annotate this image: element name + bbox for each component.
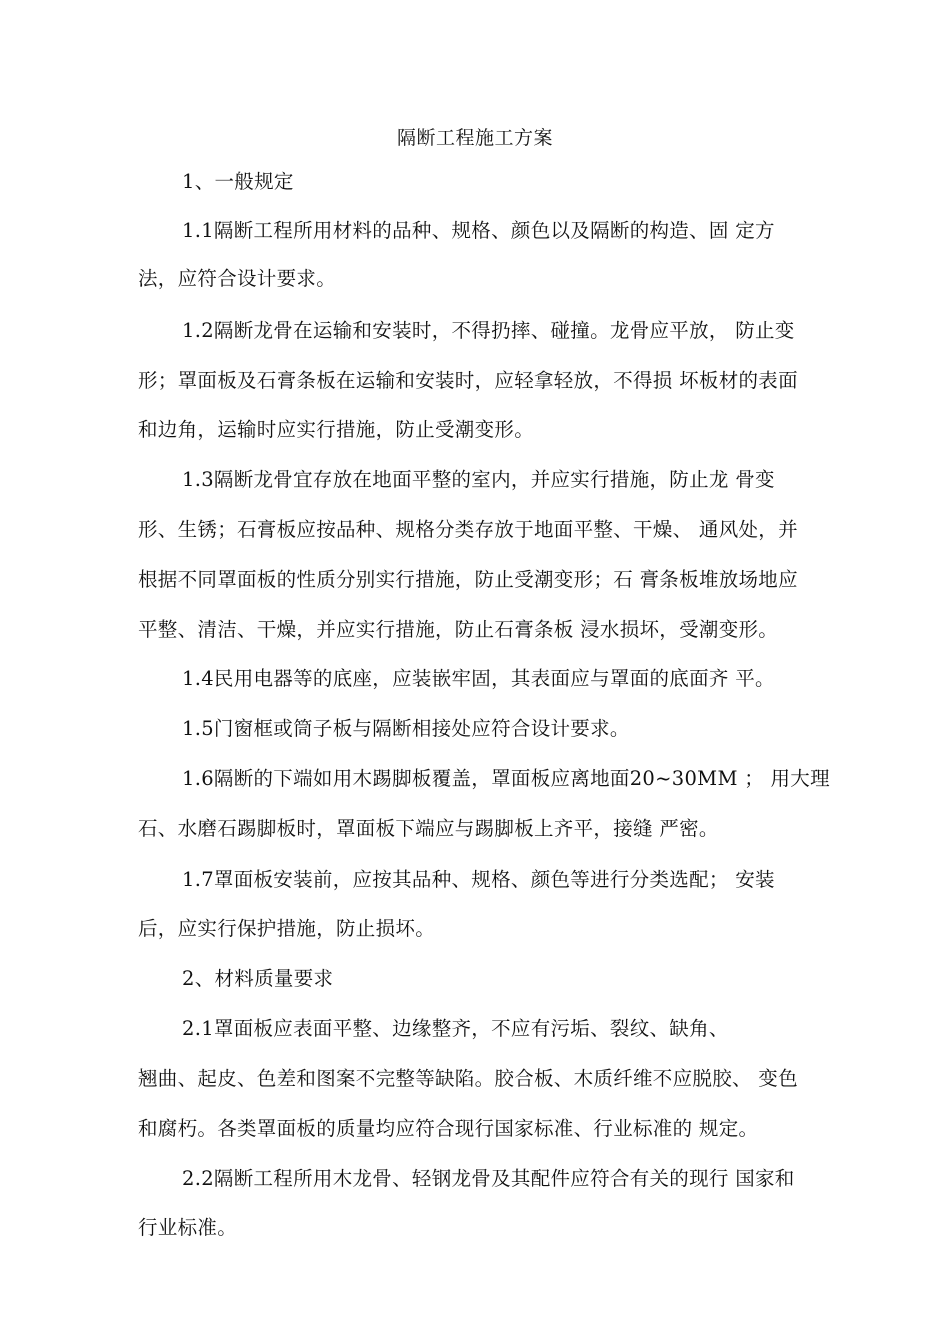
paragraph-line: 2.2隔断工程所用木龙骨、轻钢龙骨及其配件应符合有关的现行 国家和 (182, 1167, 795, 1190)
paragraph-line: 1.5门窗框或筒子板与隔断相接处应符合设计要求。 (182, 717, 630, 740)
paragraph-line: 2.1罩面板应表面平整、边缘整齐，不应有污垢、裂纹、缺角、 (182, 1017, 729, 1040)
heading-material-quality: 2、材料质量要求 (182, 967, 334, 990)
document-title: 隔断工程施工方案 (396, 127, 553, 149)
paragraph-line: 法，应符合设计要求。 (138, 267, 337, 290)
paragraph-line: 1.2隔断龙骨在运输和安装时，不得扔摔、碰撞。龙骨应平放， 防止变 (182, 319, 795, 342)
paragraph-line: 形；罩面板及石膏条板在运输和安装时，应轻拿轻放，不得损 坏板材的表面 (138, 369, 798, 392)
paragraph-line: 和边角，运输时应实行措施，防止受潮变形。 (138, 418, 535, 441)
paragraph-line: 1.3隔断龙骨宜存放在地面平整的室内，并应实行措施，防止龙 骨变 (182, 468, 775, 491)
paragraph-line: 和腐朽。各类罩面板的质量均应符合现行国家标准、行业标准的 规定。 (138, 1117, 759, 1140)
paragraph-line: 行业标准。 (138, 1216, 238, 1239)
paragraph-line: 根据不同罩面板的性质分别实行措施，防止受潮变形；石 膏条板堆放场地应 (138, 568, 798, 591)
heading-general-provisions: 1、一般规定 (182, 170, 294, 193)
paragraph-line: 平整、清洁、干燥，并应实行措施，防止石膏条板 浸水损坏，受潮变形。 (138, 618, 779, 641)
paragraph-line: 1.4民用电器等的底座，应装嵌牢固，其表面应与罩面的底面齐 平。 (182, 667, 775, 690)
paragraph-line: 1.7罩面板安装前，应按其品种、规格、颜色等进行分类选配； 安装 (182, 868, 775, 891)
paragraph-line: 后，应实行保护措施，防止损坏。 (138, 917, 436, 940)
paragraph-line: 1.6隔断的下端如用木踢脚板覆盖，罩面板应离地面20~30MM ； 用大理 (182, 767, 830, 790)
paragraph-line: 1.1隔断工程所用材料的品种、规格、颜色以及隔断的构造、固 定方 (182, 219, 775, 242)
paragraph-line: 石、水磨石踢脚板时，罩面板下端应与踢脚板上齐平，接缝 严密。 (138, 817, 719, 840)
paragraph-line: 翘曲、起皮、色差和图案不完整等缺陷。胶合板、木质纤维不应脱胶、 变色 (138, 1067, 798, 1090)
paragraph-line: 形、生锈；石膏板应按品种、规格分类存放于地面平整、干燥、 通风处，并 (138, 518, 798, 541)
